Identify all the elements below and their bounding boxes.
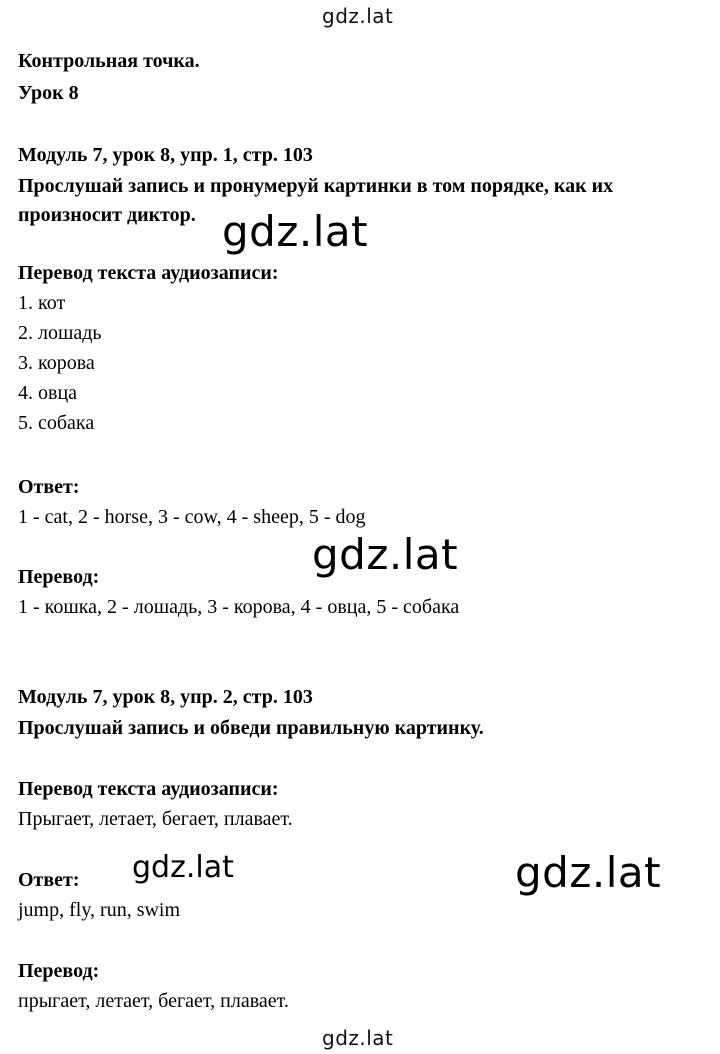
exercise1-translation: 1 - кошка, 2 - лошадь, 3 - корова, 4 - овца, 5 - собака <box>18 596 460 618</box>
exercise2-translation-label: Перевод: <box>18 960 100 982</box>
exercise2-audio-label: Перевод текста аудиозаписи: <box>18 778 279 800</box>
watermark-3: gdz.lat <box>132 850 234 885</box>
audio-item: 2. лошадь <box>18 322 102 344</box>
exercise1-audio-label: Перевод текста аудиозаписи: <box>18 262 279 284</box>
watermark-top: gdz.lat <box>322 4 394 28</box>
exercise1-translation-label: Перевод: <box>18 566 100 588</box>
audio-item: 1. кот <box>18 292 66 314</box>
audio-item: 5. собака <box>18 412 95 434</box>
document-title: Контрольная точка. <box>18 50 200 72</box>
exercise2-heading: Модуль 7, урок 8, упр. 2, стр. 103 <box>18 686 313 708</box>
watermark-bottom: gdz.lat <box>322 1026 394 1050</box>
audio-item: 3. корова <box>18 352 95 374</box>
exercise2-audio-text: Прыгает, летает, бегает, плавает. <box>18 808 293 830</box>
exercise2-task: Прослушай запись и обведи правильную картинку. <box>18 717 484 739</box>
exercise1-heading: Модуль 7, урок 8, упр. 1, стр. 103 <box>18 144 313 166</box>
audio-item: 4. овца <box>18 382 78 404</box>
exercise2-translation: прыгает, летает, бегает, плавает. <box>18 990 289 1012</box>
lesson-title: Урок 8 <box>18 82 79 104</box>
exercise1-answer: 1 - cat, 2 - horse, 3 - cow, 4 - sheep, 5 - dog <box>18 506 366 528</box>
exercise2-answer: jump, fly, run, swim <box>18 899 181 921</box>
watermark-4: gdz.lat <box>515 848 662 897</box>
exercise1-task-line2: произносит диктор. <box>18 204 196 226</box>
watermark-2: gdz.lat <box>312 530 459 579</box>
exercise1-answer-label: Ответ: <box>18 476 80 498</box>
exercise1-task-line1: Прослушай запись и пронумеруй картинки в том порядке, как их <box>18 175 614 197</box>
exercise2-answer-label: Ответ: <box>18 869 80 891</box>
watermark-1: gdz.lat <box>222 207 369 256</box>
